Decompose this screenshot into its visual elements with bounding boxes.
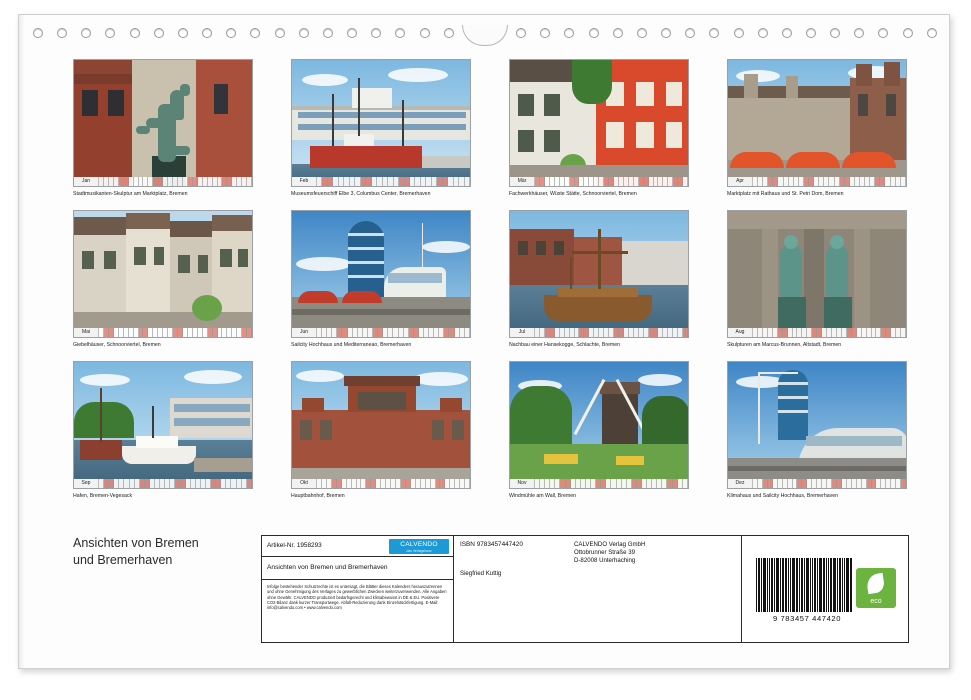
month-label: Apr	[728, 177, 753, 186]
mini-calendar-strip	[292, 328, 470, 337]
punch-hole	[323, 28, 333, 38]
punch-hole	[758, 28, 768, 38]
month-thumbnail[interactable]	[73, 361, 253, 500]
punch-hole	[371, 28, 381, 38]
mini-calendar-strip	[74, 479, 252, 488]
month-label: Nov	[510, 479, 535, 488]
ean-barcode	[756, 558, 856, 612]
mini-calendar-strip	[728, 328, 906, 337]
calvendo-logo-tagline: das Verlagshaus	[406, 549, 432, 553]
photo-musicians	[73, 59, 253, 187]
eco-badge-label: eco	[870, 598, 882, 605]
mini-calendar-strip	[728, 177, 906, 186]
punch-hole	[661, 28, 671, 38]
month-thumbnail[interactable]	[727, 59, 907, 198]
barcode-panel	[261, 535, 909, 643]
month-thumbnail[interactable]	[509, 59, 689, 198]
month-label: Mär	[510, 177, 535, 186]
photo-caption: Fachwerkhäuser, Wüste Stätte, Schnoorviertel, Bremen	[509, 191, 637, 197]
calvendo-logo-name: CALVENDO	[400, 541, 438, 548]
punch-hole	[927, 28, 937, 38]
photo-gables	[73, 210, 253, 338]
article-column	[262, 536, 454, 642]
punch-hole	[734, 28, 744, 38]
punch-hole	[613, 28, 623, 38]
punch-hole	[830, 28, 840, 38]
mini-calendar-strip	[292, 479, 470, 488]
photo-caption: Marktplatz mit Rathaus und St. Petri Dom, Bremen	[727, 191, 844, 197]
punch-hole	[178, 28, 188, 38]
punch-hole	[81, 28, 91, 38]
photo-caption: Museumsfeuerschiff Elbe 3, Columbus Center, Bremerhaven	[291, 191, 431, 197]
month-label: Okt	[292, 479, 317, 488]
photo-caption: Hauptbahnhof, Bremen	[291, 493, 345, 499]
calvendo-logo	[389, 539, 449, 554]
photo-caption: Windmühle am Wall, Bremen	[509, 493, 576, 499]
punch-hole	[250, 28, 260, 38]
month-thumbnail[interactable]	[727, 361, 907, 500]
punch-hole	[854, 28, 864, 38]
ean-number: 9 783457 447420	[772, 614, 842, 623]
product-title	[73, 535, 243, 569]
punch-hole	[275, 28, 285, 38]
mini-calendar-strip	[74, 177, 252, 186]
month-thumbnail[interactable]	[509, 210, 689, 349]
publisher-city: D-82008 Unterhaching	[574, 557, 636, 564]
month-label: Jan	[74, 177, 99, 186]
photo-station	[291, 361, 471, 489]
punch-hole	[637, 28, 647, 38]
month-label: Feb	[292, 177, 317, 186]
mini-calendar-strip	[728, 479, 906, 488]
punch-hole	[540, 28, 550, 38]
punch-hole	[444, 28, 454, 38]
mini-calendar-strip	[74, 328, 252, 337]
photo-caption: Nachbau einer Hansekogge, Schlachte, Bremen	[509, 342, 621, 348]
month-label: Aug	[728, 328, 753, 337]
month-thumbnail[interactable]	[727, 210, 907, 349]
photo-fountain	[727, 210, 907, 338]
punch-hole	[299, 28, 309, 38]
punch-hole	[564, 28, 574, 38]
hanging-tab	[462, 25, 508, 46]
month-thumbnail[interactable]	[291, 59, 471, 198]
month-label: Jul	[510, 328, 535, 337]
month-thumbnail[interactable]	[291, 210, 471, 349]
punch-hole	[202, 28, 212, 38]
month-label: Jun	[292, 328, 317, 337]
punch-hole	[105, 28, 115, 38]
punch-hole	[395, 28, 405, 38]
mini-calendar-strip	[292, 177, 470, 186]
sheet-edge-shading	[19, 15, 25, 668]
photo-caption: Stadtmusikanten-Skulptur am Marktplatz, Bremen	[73, 191, 188, 197]
punch-hole	[516, 28, 526, 38]
punch-hole-strip	[19, 23, 951, 43]
article-number-row	[262, 536, 453, 557]
punch-hole	[130, 28, 140, 38]
punch-hole	[347, 28, 357, 38]
photo-caption: Giebelhäuser, Schnoorviertel, Bremen	[73, 342, 161, 348]
photo-lightship	[291, 59, 471, 187]
author-name: Siegfried Kuttig	[460, 570, 502, 577]
photo-sailcity	[291, 210, 471, 338]
photo-schnoor-red	[509, 59, 689, 187]
month-label: Dez	[728, 479, 753, 488]
publisher-street: Ottobrunner Straße 39	[574, 549, 635, 556]
isbn-value: ISBN 9783457447420	[460, 541, 523, 548]
legal-notice: Infolge bestehender Schutzrechte ist es untersagt, die Blätter dieses Kalenders herauszutrennen und ohne Genehmigung des Verlages zu gewerblichen Zwecken weiterzuverwenden. Alle Angaben ohne Gewähr. CALVENDO produziert bedarfsgerecht und klimabewusst in DE & EU. Positivere CO2-Bilanz dank kurzer Transportwege. Abfall-Reduzierung dank Einzelstückfertigung. E-Mail: info@calvendo.com • www.calvendo.com	[267, 584, 447, 611]
mini-calendar-strip	[510, 479, 688, 488]
punch-hole	[154, 28, 164, 38]
photo-klimahaus	[727, 361, 907, 489]
publisher-name: CALVENDO Verlag GmbH	[574, 541, 646, 548]
photo-caption: Sailcity Hochhaus und Mediterraneao, Bremerhaven	[291, 342, 412, 348]
month-thumbnail[interactable]	[509, 361, 689, 500]
photo-caption: Skulpturen am Marcus-Brunnen, Altstadt, Bremen	[727, 342, 842, 348]
photo-caption: Hafen, Bremen-Vegesack	[73, 493, 133, 499]
product-subtitle: Ansichten von Bremen und Bremerhaven	[262, 557, 453, 580]
punch-hole	[903, 28, 913, 38]
punch-hole	[420, 28, 430, 38]
punch-hole	[709, 28, 719, 38]
punch-hole	[33, 28, 43, 38]
ean-column	[742, 536, 908, 642]
month-thumbnail-grid	[73, 59, 909, 500]
article-number: Artikel-Nr. 1958293	[267, 542, 322, 549]
month-thumbnail[interactable]	[73, 59, 253, 198]
month-thumbnail[interactable]	[73, 210, 253, 349]
month-label: Mai	[74, 328, 99, 337]
photo-marktplatz	[727, 59, 907, 187]
photo-kogge	[509, 210, 689, 338]
month-label: Sep	[74, 479, 99, 488]
calendar-sheet	[18, 14, 950, 669]
eco-badge	[856, 568, 896, 608]
isbn-publisher-column	[454, 536, 742, 642]
punch-hole	[226, 28, 236, 38]
punch-hole	[589, 28, 599, 38]
photo-harbour	[73, 361, 253, 489]
photo-windmill	[509, 361, 689, 489]
punch-hole	[878, 28, 888, 38]
punch-hole	[57, 28, 67, 38]
title-line-2: und Bremerhaven	[73, 553, 173, 567]
month-thumbnail[interactable]	[291, 361, 471, 500]
mini-calendar-strip	[510, 328, 688, 337]
leaf-icon	[866, 573, 885, 594]
punch-hole	[685, 28, 695, 38]
publisher-address	[574, 541, 645, 565]
mini-calendar-strip	[510, 177, 688, 186]
title-line-1: Ansichten von Bremen	[73, 536, 199, 550]
punch-hole	[782, 28, 792, 38]
punch-hole	[806, 28, 816, 38]
colophon-block	[73, 535, 909, 643]
photo-caption: Klimahaus und Sailcity Hochhaus, Bremerhaven	[727, 493, 839, 499]
